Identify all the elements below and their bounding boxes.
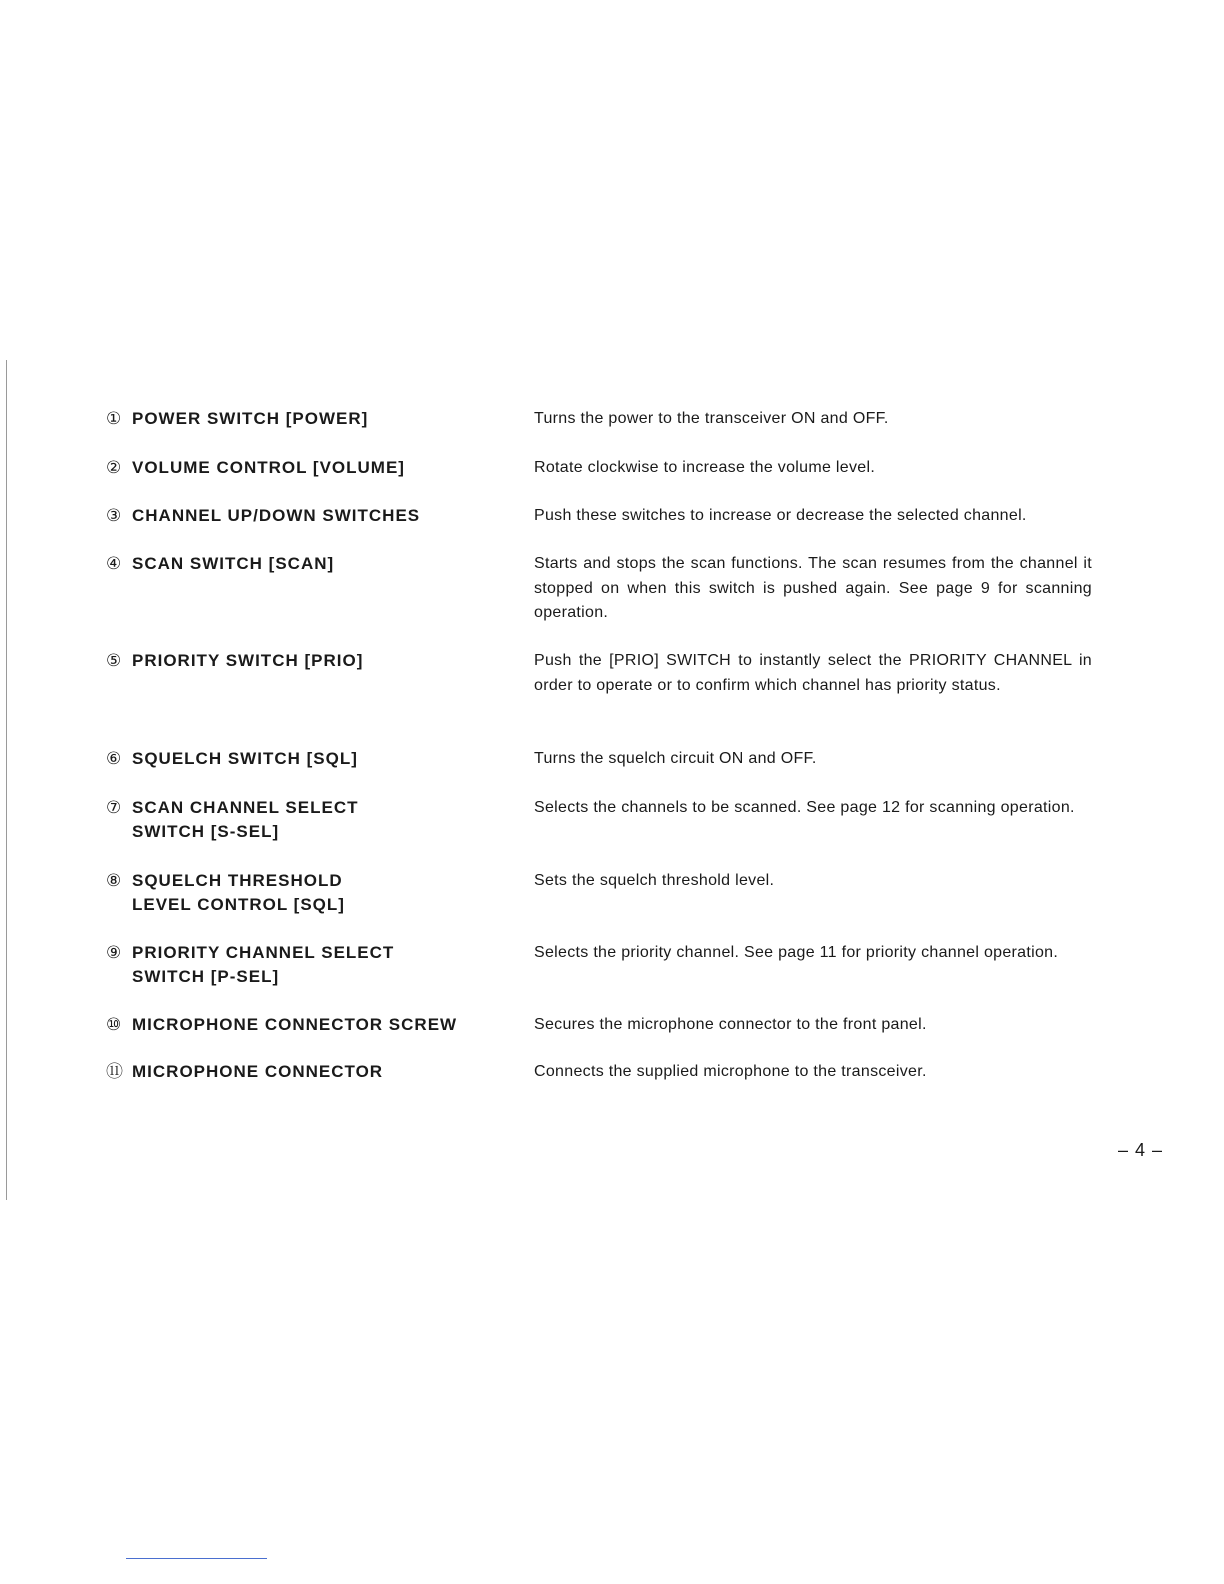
- label-text: SQUELCH THRESHOLD: [132, 871, 343, 890]
- item-number: ⑤: [106, 651, 122, 670]
- item-number: ①: [106, 409, 122, 428]
- item-number: ⑨: [106, 943, 122, 962]
- control-label: [106, 1013, 516, 1037]
- control-description: Turns the squelch circuit ON and OFF.: [534, 750, 817, 767]
- control-description: Sets the squelch threshold level.: [534, 872, 775, 889]
- label-text: SCAN CHANNEL SELECT: [132, 798, 359, 817]
- item-number: ⑦: [106, 798, 122, 817]
- control-label: [106, 1060, 516, 1084]
- bottom-rule: [126, 1558, 267, 1559]
- control-label: [106, 649, 516, 673]
- item-number: ⑩: [106, 1015, 122, 1034]
- control-description: Rotate clockwise to increase the volume level.: [534, 459, 876, 476]
- control-description: Selects the priority channel. See page 11 for priority channel operation.: [534, 944, 1059, 961]
- control-description: Push the [PRIO] SWITCH to instantly select the PRIORITY CHANNEL in order to operate or to confirm which channel has priority status.: [534, 652, 1092, 694]
- label-text: PRIORITY SWITCH [PRIO]: [132, 651, 364, 670]
- control-description: Push these switches to increase or decrease the selected channel.: [534, 507, 1027, 524]
- control-label: [106, 796, 516, 844]
- label-text: POWER SWITCH [POWER]: [132, 409, 369, 428]
- label-text: MICROPHONE CONNECTOR SCREW: [132, 1015, 458, 1034]
- control-description: Secures the microphone connector to the front panel.: [534, 1016, 927, 1033]
- control-description: Starts and stops the scan functions. The scan resumes from the channel it stopped on when this switch is pushed again. See page 9 for scanning operation.: [534, 555, 1092, 621]
- label-text: PRIORITY CHANNEL SELECT: [132, 943, 395, 962]
- control-description: Connects the supplied microphone to the transceiver.: [534, 1063, 927, 1080]
- label-text: MICROPHONE CONNECTOR: [132, 1062, 384, 1081]
- item-number: ③: [106, 506, 122, 525]
- label-text: CHANNEL UP/DOWN SWITCHES: [132, 506, 421, 525]
- control-label: [106, 504, 516, 528]
- item-number: ④: [106, 554, 122, 573]
- control-label: [106, 941, 516, 989]
- control-label: [106, 869, 516, 917]
- control-label: [106, 456, 516, 480]
- page-edge-line: [6, 360, 7, 1200]
- label-text: SQUELCH SWITCH [SQL]: [132, 749, 358, 768]
- control-label: [106, 407, 516, 431]
- item-number: ⑥: [106, 749, 122, 768]
- page-number: – 4 –: [1118, 1140, 1164, 1160]
- control-description: Selects the channels to be scanned. See page 12 for scanning operation.: [534, 799, 1075, 816]
- label-text: VOLUME CONTROL [VOLUME]: [132, 458, 405, 477]
- item-number: ⑧: [106, 871, 122, 890]
- label-text-line2: LEVEL CONTROL [SQL]: [132, 895, 345, 914]
- label-text-line2: SWITCH [S-SEL]: [132, 822, 280, 841]
- control-label: [106, 747, 516, 771]
- item-number: ②: [106, 458, 122, 477]
- item-number: ⑪: [106, 1062, 123, 1081]
- control-description: Turns the power to the transceiver ON and OFF.: [534, 410, 889, 427]
- label-text-line2: SWITCH [P-SEL]: [132, 967, 280, 986]
- label-text: SCAN SWITCH [SCAN]: [132, 554, 335, 573]
- control-label: [106, 552, 516, 576]
